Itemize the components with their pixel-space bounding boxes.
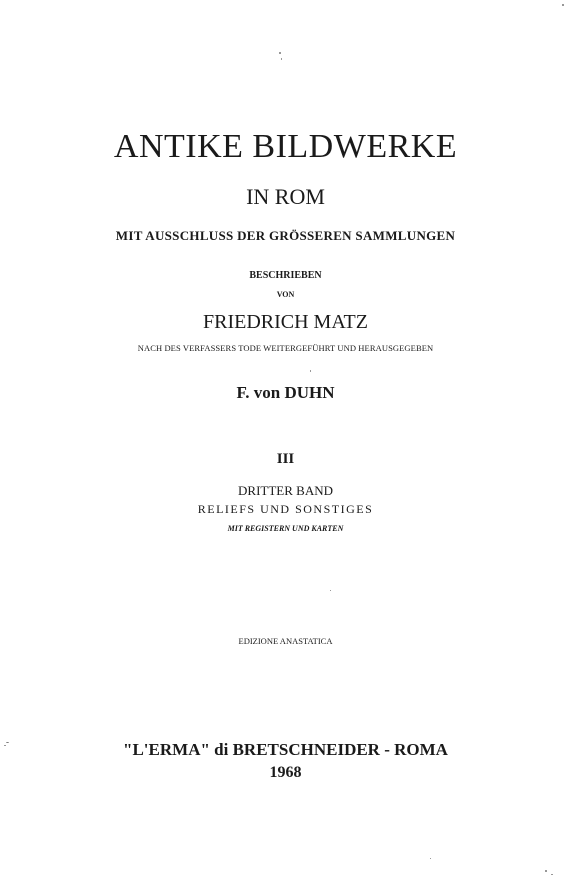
scan-speck xyxy=(562,4,564,6)
von-label: VON xyxy=(276,290,295,299)
scan-speck xyxy=(281,58,282,60)
scan-speck xyxy=(551,874,553,875)
scan-speck xyxy=(279,52,281,54)
author-name: FRIEDRICH MATZ xyxy=(202,311,368,333)
scan-speck xyxy=(545,870,547,872)
main-title: ANTIKE BILDWERKE xyxy=(113,128,458,165)
scan-speck xyxy=(6,742,9,743)
scan-speck xyxy=(4,745,6,746)
volume-extra: MIT REGISTERN UND KARTEN xyxy=(227,524,344,533)
described-label: BESCHRIEBEN xyxy=(249,270,322,281)
publisher: "L'ERMA" di BRETSCHNEIDER - ROMA xyxy=(123,740,448,759)
volume-number: III xyxy=(276,451,295,467)
scan-speck xyxy=(430,858,431,859)
publication-year: 1968 xyxy=(269,764,302,781)
continued-note: NACH DES VERFASSERS TODE WEITERGEFÜHRT UND HERAUSGEGEBEN xyxy=(137,343,434,353)
volume-name: DRITTER BAND xyxy=(238,483,333,498)
scope-line: MIT AUSSCHLUSS DER GRÖSSEREN SAMMLUNGEN xyxy=(115,228,456,243)
edition-note: EDIZIONE ANASTATICA xyxy=(238,636,333,646)
volume-content: RELIEFS UND SONSTIGES xyxy=(197,502,374,516)
scan-speck xyxy=(330,590,331,591)
subtitle: IN ROM xyxy=(246,184,325,209)
scan-speck xyxy=(310,370,311,372)
editor-name: F. von DUHN xyxy=(236,383,335,402)
